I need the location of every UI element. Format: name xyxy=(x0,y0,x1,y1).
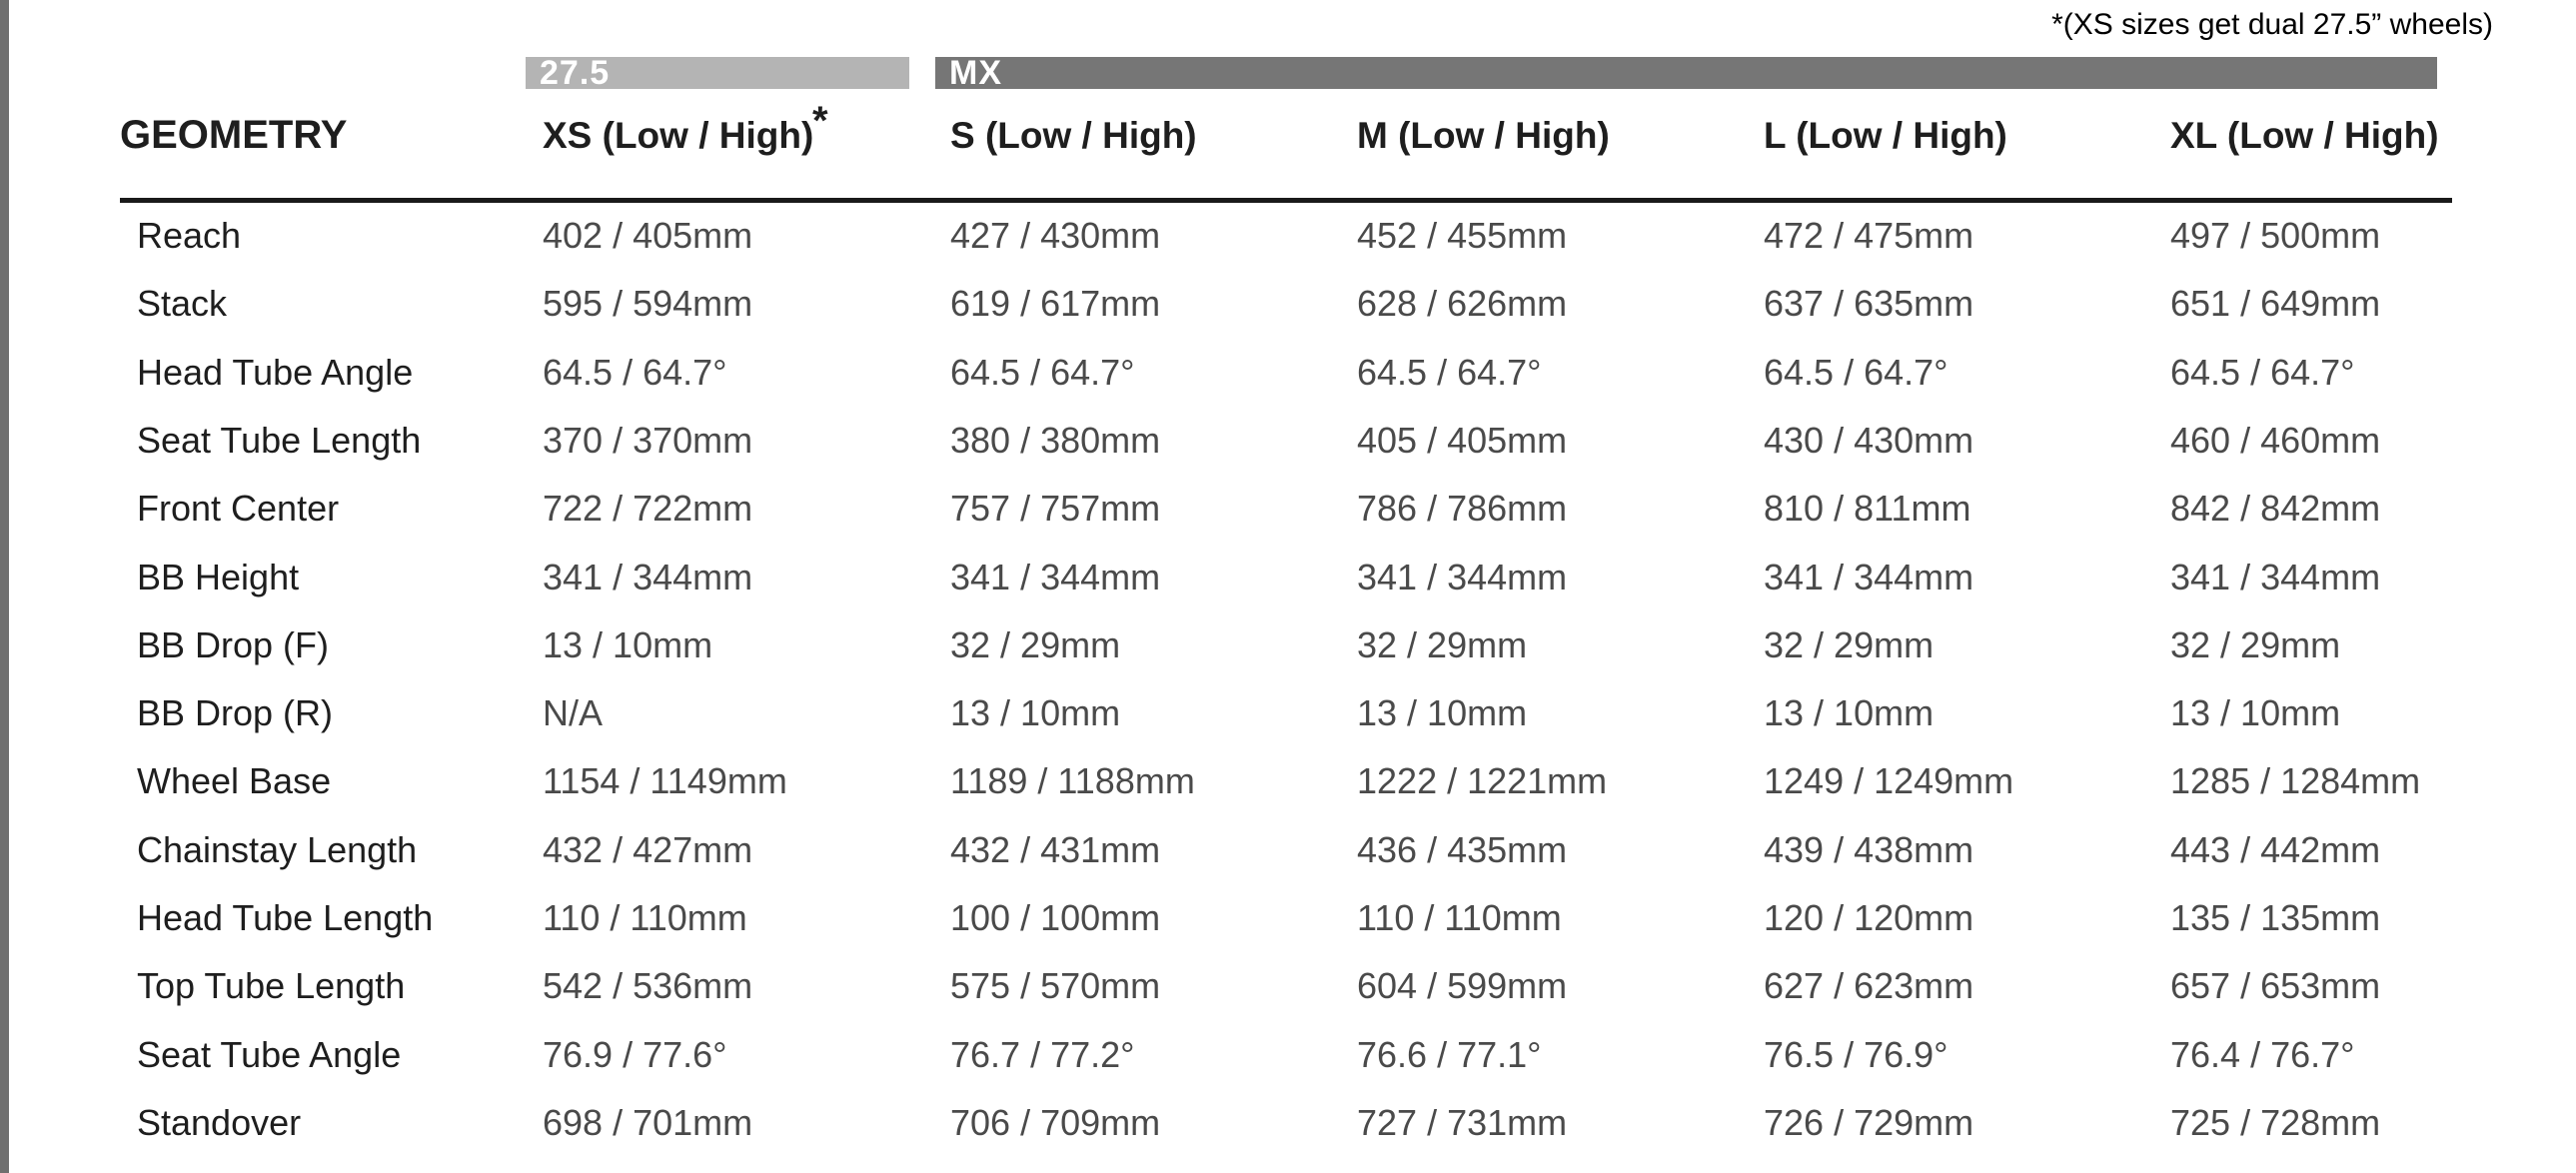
value-cell-m: 452 / 455mm xyxy=(1357,215,1568,256)
value-cell-xl: 13 / 10mm xyxy=(2170,692,2341,734)
value-cell-s: 757 / 757mm xyxy=(950,488,1161,530)
value-cell-s: 1189 / 1188mm xyxy=(950,760,1195,802)
value-cell-m: 628 / 626mm xyxy=(1357,283,1568,325)
value-cell-xl: 497 / 500mm xyxy=(2170,215,2381,256)
value-cell-xl: 76.4 / 76.7° xyxy=(2170,1033,2355,1075)
value-cell-l: 76.5 / 76.9° xyxy=(1764,1033,1948,1075)
value-cell-m: 604 / 599mm xyxy=(1357,965,1568,1007)
table-row xyxy=(0,965,2576,1033)
column-header-m: M (Low / High) xyxy=(1357,115,1610,156)
table-row xyxy=(0,692,2576,760)
value-cell-xs: 432 / 427mm xyxy=(543,828,753,870)
value-cell-xs: 402 / 405mm xyxy=(543,215,753,256)
value-cell-xl: 32 / 29mm xyxy=(2170,623,2341,665)
xs-footnote-marker: * xyxy=(812,99,828,143)
value-cell-m: 76.6 / 77.1° xyxy=(1357,1033,1542,1075)
value-cell-xs: 341 / 344mm xyxy=(543,556,753,597)
value-cell-xl: 651 / 649mm xyxy=(2170,283,2381,325)
row-label: Top Tube Length xyxy=(137,965,406,1007)
value-cell-m: 436 / 435mm xyxy=(1357,828,1568,870)
geometry-heading: GEOMETRY xyxy=(120,113,348,157)
table-row xyxy=(0,1102,2576,1170)
row-label: Seat Tube Length xyxy=(137,419,422,461)
value-cell-s: 427 / 430mm xyxy=(950,215,1161,256)
value-cell-xs: 1154 / 1149mm xyxy=(543,760,787,802)
value-cell-xs: 110 / 110mm xyxy=(543,897,747,938)
row-label: Stack xyxy=(137,283,228,325)
value-cell-xs: 595 / 594mm xyxy=(543,283,753,325)
value-cell-xs: 722 / 722mm xyxy=(543,488,753,530)
row-label: Chainstay Length xyxy=(137,828,418,870)
row-label: Standover xyxy=(137,1101,302,1143)
value-cell-s: 341 / 344mm xyxy=(950,556,1161,597)
value-cell-m: 786 / 786mm xyxy=(1357,488,1568,530)
value-cell-xs: 76.9 / 77.6° xyxy=(543,1033,727,1075)
value-cell-xl: 460 / 460mm xyxy=(2170,419,2381,461)
value-cell-xs: N/A xyxy=(543,692,604,734)
value-cell-s: 432 / 431mm xyxy=(950,828,1161,870)
value-cell-s: 380 / 380mm xyxy=(950,419,1161,461)
header-divider xyxy=(120,198,2452,203)
row-label: BB Height xyxy=(137,556,300,597)
value-cell-xs: 64.5 / 64.7° xyxy=(543,351,727,393)
table-header xyxy=(0,99,2576,175)
table-row xyxy=(0,352,2576,420)
column-header-xs: XS (Low / High) xyxy=(543,115,814,156)
value-cell-l: 120 / 120mm xyxy=(1764,897,1974,938)
value-cell-m: 64.5 / 64.7° xyxy=(1357,351,1542,393)
table-row xyxy=(0,420,2576,488)
value-cell-l: 341 / 344mm xyxy=(1764,556,1974,597)
value-cell-xl: 135 / 135mm xyxy=(2170,897,2381,938)
value-cell-xl: 657 / 653mm xyxy=(2170,965,2381,1007)
value-cell-xl: 64.5 / 64.7° xyxy=(2170,351,2355,393)
value-cell-s: 100 / 100mm xyxy=(950,897,1161,938)
footnote: *(XS sizes get dual 27.5” wheels) xyxy=(2051,8,2493,41)
value-cell-l: 726 / 729mm xyxy=(1764,1101,1974,1143)
table-row xyxy=(0,829,2576,897)
value-cell-l: 627 / 623mm xyxy=(1764,965,1974,1007)
column-header-l: L (Low / High) xyxy=(1764,115,2007,156)
value-cell-l: 637 / 635mm xyxy=(1764,283,1974,325)
row-label: Front Center xyxy=(137,488,340,530)
value-cell-l: 439 / 438mm xyxy=(1764,828,1974,870)
value-cell-m: 341 / 344mm xyxy=(1357,556,1568,597)
wheel-size-band-27-5: 27.5 xyxy=(526,57,909,89)
value-cell-s: 32 / 29mm xyxy=(950,623,1121,665)
value-cell-xs: 542 / 536mm xyxy=(543,965,753,1007)
column-header-xl: XL (Low / High) xyxy=(2170,115,2439,156)
value-cell-xl: 725 / 728mm xyxy=(2170,1101,2381,1143)
value-cell-xs: 370 / 370mm xyxy=(543,419,753,461)
value-cell-m: 1222 / 1221mm xyxy=(1357,760,1608,802)
value-cell-xl: 341 / 344mm xyxy=(2170,556,2381,597)
value-cell-l: 64.5 / 64.7° xyxy=(1764,351,1948,393)
column-header-s: S (Low / High) xyxy=(950,115,1197,156)
value-cell-xl: 1285 / 1284mm xyxy=(2170,760,2421,802)
wheel-size-band-mx: MX xyxy=(935,57,2437,89)
row-label: Head Tube Length xyxy=(137,897,434,938)
table-row xyxy=(0,488,2576,556)
value-cell-m: 32 / 29mm xyxy=(1357,623,1528,665)
value-cell-xl: 842 / 842mm xyxy=(2170,488,2381,530)
value-cell-l: 13 / 10mm xyxy=(1764,692,1934,734)
value-cell-l: 472 / 475mm xyxy=(1764,215,1974,256)
table-row xyxy=(0,760,2576,828)
table-row xyxy=(0,897,2576,965)
table-row xyxy=(0,283,2576,351)
value-cell-s: 13 / 10mm xyxy=(950,692,1121,734)
row-label: Reach xyxy=(137,215,242,256)
row-label: Head Tube Angle xyxy=(137,351,414,393)
value-cell-xs: 698 / 701mm xyxy=(543,1101,753,1143)
value-cell-l: 430 / 430mm xyxy=(1764,419,1974,461)
table-row xyxy=(0,215,2576,283)
value-cell-l: 810 / 811mm xyxy=(1764,488,1971,530)
row-label: Seat Tube Angle xyxy=(137,1033,402,1075)
value-cell-s: 76.7 / 77.2° xyxy=(950,1033,1135,1075)
row-label: BB Drop (F) xyxy=(137,623,330,665)
value-cell-s: 575 / 570mm xyxy=(950,965,1161,1007)
value-cell-s: 64.5 / 64.7° xyxy=(950,351,1135,393)
value-cell-l: 1249 / 1249mm xyxy=(1764,760,2014,802)
value-cell-s: 706 / 709mm xyxy=(950,1101,1161,1143)
value-cell-m: 110 / 110mm xyxy=(1357,897,1562,938)
table-row xyxy=(0,624,2576,692)
value-cell-m: 13 / 10mm xyxy=(1357,692,1528,734)
value-cell-m: 727 / 731mm xyxy=(1357,1101,1568,1143)
table-row xyxy=(0,557,2576,624)
row-label: Wheel Base xyxy=(137,760,332,802)
value-cell-l: 32 / 29mm xyxy=(1764,623,1934,665)
row-label: BB Drop (R) xyxy=(137,692,334,734)
value-cell-s: 619 / 617mm xyxy=(950,283,1161,325)
value-cell-xl: 443 / 442mm xyxy=(2170,828,2381,870)
table-row xyxy=(0,1034,2576,1102)
value-cell-m: 405 / 405mm xyxy=(1357,419,1568,461)
value-cell-xs: 13 / 10mm xyxy=(543,623,713,665)
